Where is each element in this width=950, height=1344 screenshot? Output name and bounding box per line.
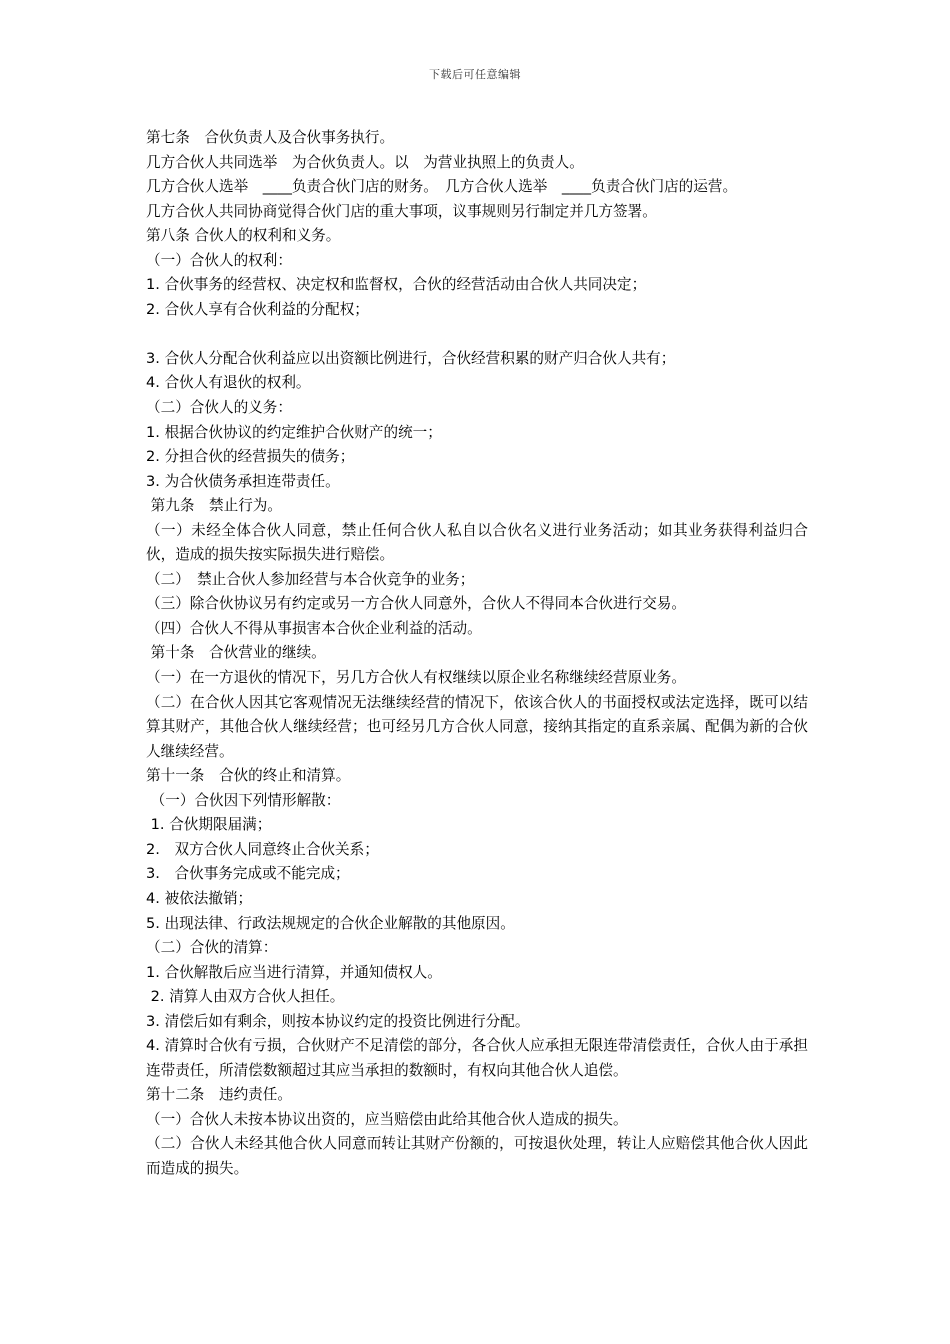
paragraph: （二）在合伙人因其它客观情况无法继续经营的情况下，依该合伙人的书面授权或法定选择，既可以结算其财产，其他合伙人继续经营；也可经另几方合伙人同意，接纳其指定的直系亲属、配偶为新的合伙人继续经营。	[146, 693, 808, 760]
list-item: 3. 合伙人分配合伙利益应以出资额比例进行，合伙经营积累的财产归合伙人共有；	[146, 349, 676, 367]
paragraph: （四）合伙人不得从事损害本合伙企业利益的活动。	[146, 619, 482, 637]
page-header: 下载后可任意编辑	[429, 68, 521, 81]
paragraph: 几方合伙人选举 ____负责合伙门店的财务。 几方合伙人选举 ____负责合伙门店的运营。	[146, 178, 738, 196]
article-10-heading: 第十条 合伙营业的继续。	[146, 644, 326, 662]
article-12-heading: 第十二条 违约责任。	[146, 1086, 292, 1104]
article-11-heading: 第十一条 合伙的终止和清算。	[146, 767, 351, 785]
paragraph: （一）未经全体合伙人同意，禁止任何合伙人私自以合伙名义进行业务活动；如其业务获得利益归合伙，造成的损失按实际损失进行赔偿。	[146, 521, 808, 564]
document-body	[146, 126, 808, 1182]
paragraph: （二）合伙人未经其他合伙人同意而转让其财产份额的，可按退伙处理，转让人应赔偿其他合伙人因此而造成的损失。	[146, 1135, 808, 1177]
list-item: 2. 双方合伙人同意终止合伙关系；	[146, 840, 379, 858]
article-9-heading: 第九条 禁止行为。	[146, 497, 282, 515]
list-item: 4. 清算时合伙有亏损，合伙财产不足清偿的部分，各合伙人应承担无限连带清偿责任，合伙人由于承担连带责任，所清偿数额超过其应当承担的数额时，有权向其他合伙人追偿。	[146, 1037, 808, 1079]
list-item: 1. 合伙解散后应当进行清算，并通知债权人。	[146, 963, 442, 981]
subsection-heading: （一）合伙人的权利：	[146, 251, 292, 269]
paragraph: （一）合伙人未按本协议出资的，应当赔偿由此给其他合伙人造成的损失。	[146, 1110, 628, 1128]
list-item: 1. 根据合伙协议的约定维护合伙财产的统一；	[146, 423, 442, 441]
list-item: 2. 分担合伙的经营损失的债务；	[146, 448, 355, 466]
subsection-heading: （二）合伙人的义务：	[146, 399, 292, 417]
subsection-heading: （一）合伙因下列情形解散：	[146, 791, 341, 809]
paragraph: 几方合伙人共同协商觉得合伙门店的重大事项，议事规则另行制定并几方签署。	[146, 202, 657, 220]
list-item: 2. 合伙人享有合伙利益的分配权；	[146, 300, 369, 318]
paragraph: （二） 禁止合伙人参加经营与本合伙竞争的业务；	[146, 570, 475, 588]
list-item: 3. 为合伙债务承担连带责任。	[146, 472, 340, 490]
list-item: 2. 清算人由双方合伙人担任。	[146, 988, 345, 1006]
article-7-heading: 第七条 合伙负责人及合伙事务执行。	[146, 129, 395, 146]
paragraph: （三）除合伙协议另有约定或另一方合伙人同意外，合伙人不得同本合伙进行交易。	[146, 595, 686, 613]
list-item: 1. 合伙期限届满；	[146, 816, 272, 834]
paragraph: （一）在一方退伙的情况下，另几方合伙人有权继续以原企业名称继续经营原业务。	[146, 669, 686, 687]
blank-line	[146, 322, 808, 347]
list-item: 4. 被依法撤销；	[146, 889, 253, 907]
list-item: 3. 合伙事务完成或不能完成；	[146, 865, 350, 883]
list-item: 5. 出现法律、行政法规规定的合伙企业解散的其他原因。	[146, 914, 515, 932]
article-8-heading: 第八条 合伙人的权利和义务。	[146, 227, 341, 245]
list-item: 3. 清偿后如有剩余，则按本协议约定的投资比例进行分配。	[146, 1012, 530, 1030]
paragraph: 几方合伙人共同选举 为合伙负责人。以 为营业执照上的负责人。	[146, 153, 584, 171]
list-item: 1. 合伙事务的经营权、决定权和监督权，合伙的经营活动由合伙人共同决定；	[146, 276, 647, 294]
list-item: 4. 合伙人有退伙的权利。	[146, 374, 311, 392]
subsection-heading: （二）合伙的清算：	[146, 939, 278, 957]
